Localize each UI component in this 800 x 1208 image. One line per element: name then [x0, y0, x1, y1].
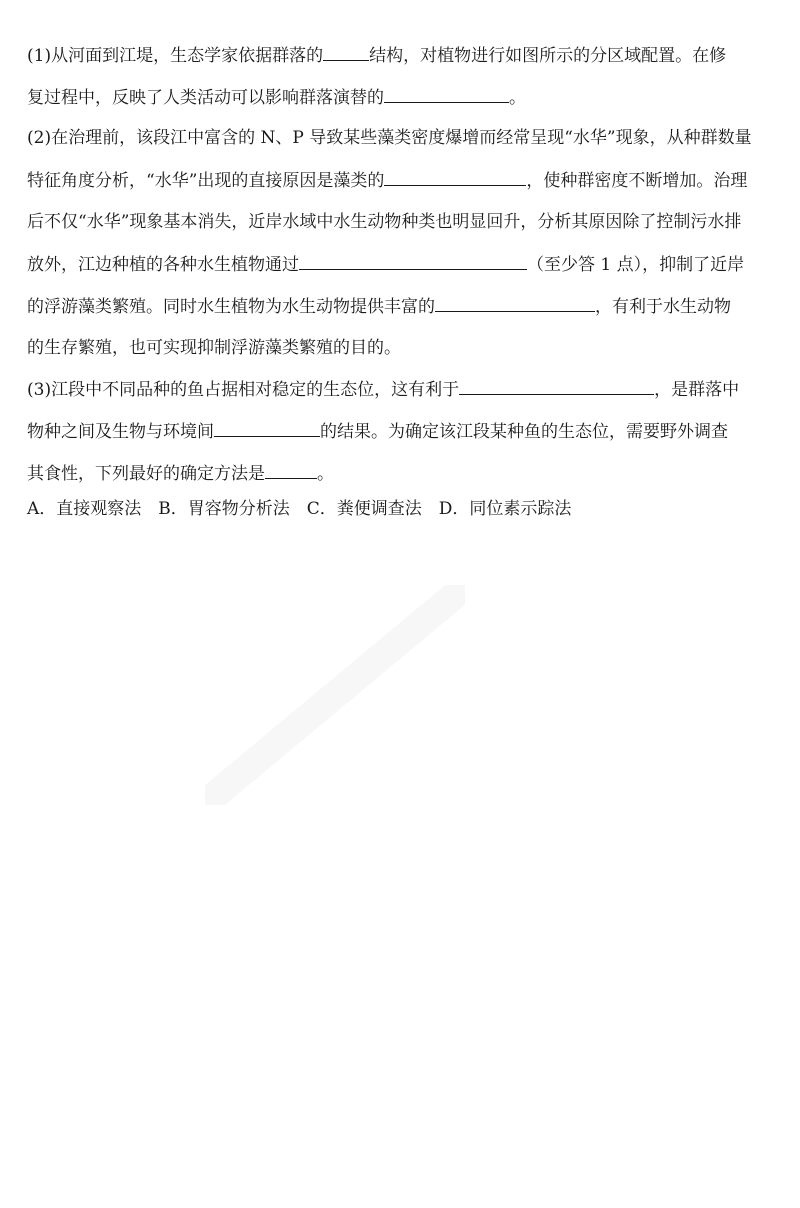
q2-text-2b: ，使种群密度不断增加。治理 — [526, 171, 748, 191]
q3-text-3a: 其食性，下列最好的确定方法是 — [27, 464, 265, 484]
faint-watermark — [205, 585, 465, 805]
q1-text-1b: 结构，对植物进行如图所示的分区域配置。在修 — [369, 46, 727, 66]
option-c[interactable]: C．粪便调查法 — [306, 499, 422, 519]
q2-line-4 — [27, 253, 744, 276]
q2-line-6 — [27, 337, 401, 359]
q2-text-4b: （至少答 1 点），抑制了近岸 — [527, 255, 745, 275]
q1-text-2a: 复过程中，反映了人类活动可以影响群落演替的 — [27, 88, 384, 108]
q2-text-1: (2)在治理前，该段江中富含的 N、P 导致某些藻类密度爆增而经常呈现“水华”现象，从种群数量 — [27, 128, 752, 148]
answer-blank-q3-niche-benefit[interactable] — [459, 378, 654, 395]
q2-line-2 — [27, 169, 747, 192]
q2-text-3: 后不仅“水华”现象基本消失，近岸水域中水生动物种类也明显回升，分析其原因除了控制污水排 — [27, 212, 742, 232]
q3-text-2a: 物种之间及生物与环境间 — [27, 422, 214, 442]
q2-line-3 — [27, 211, 741, 233]
q2-line-5 — [27, 295, 731, 318]
q3-text-2b: 的结果。为确定该江段某种鱼的生态位，需要野外调查 — [320, 422, 728, 442]
q2-text-4a: 放外，江边种植的各种水生植物通过 — [27, 255, 299, 275]
q1-text-2b: 。 — [509, 88, 526, 108]
answer-blank-q2-resources[interactable] — [435, 295, 595, 312]
q2-text-5b: ，有利于水生动物 — [595, 297, 731, 317]
q2-line-1 — [27, 127, 752, 149]
q3-line-1 — [27, 378, 739, 401]
q1-line-2 — [27, 86, 526, 109]
q3-text-1a: (3)江段中不同品种的鱼占据相对稳定的生态位，这有利于 — [27, 380, 460, 400]
answer-blank-q1-structure[interactable] — [323, 44, 369, 61]
option-a[interactable]: A．直接观察法 — [27, 499, 142, 519]
q2-text-5a: 的浮游藻类繁殖。同时水生植物为水生动物提供丰富的 — [27, 297, 435, 317]
q1-line-1 — [27, 44, 726, 67]
answer-blank-q3-method[interactable] — [265, 462, 317, 479]
answer-blank-q1-succession[interactable] — [384, 86, 509, 103]
answer-blank-q2-algae-cause[interactable] — [384, 169, 526, 186]
answer-blank-q2-plant-mechanism[interactable] — [299, 253, 527, 270]
answer-blank-q3-coevolution[interactable] — [214, 420, 320, 437]
q3-line-3 — [27, 462, 334, 485]
answer-options — [27, 498, 571, 520]
q3-text-3b: 。 — [317, 464, 334, 484]
q1-text-1a: (1)从河面到江堤，生态学家依据群落的 — [27, 46, 324, 66]
q2-text-6: 的生存繁殖，也可实现抑制浮游藻类繁殖的目的。 — [27, 338, 401, 358]
q2-text-2a: 特征角度分析，“水华”出现的直接原因是藻类的 — [27, 171, 385, 191]
q3-line-2 — [27, 420, 728, 443]
q3-text-1b: ，是群落中 — [654, 380, 740, 400]
option-b[interactable]: B．胃容物分析法 — [158, 499, 290, 519]
option-d[interactable]: D．同位素示踪法 — [438, 499, 572, 519]
